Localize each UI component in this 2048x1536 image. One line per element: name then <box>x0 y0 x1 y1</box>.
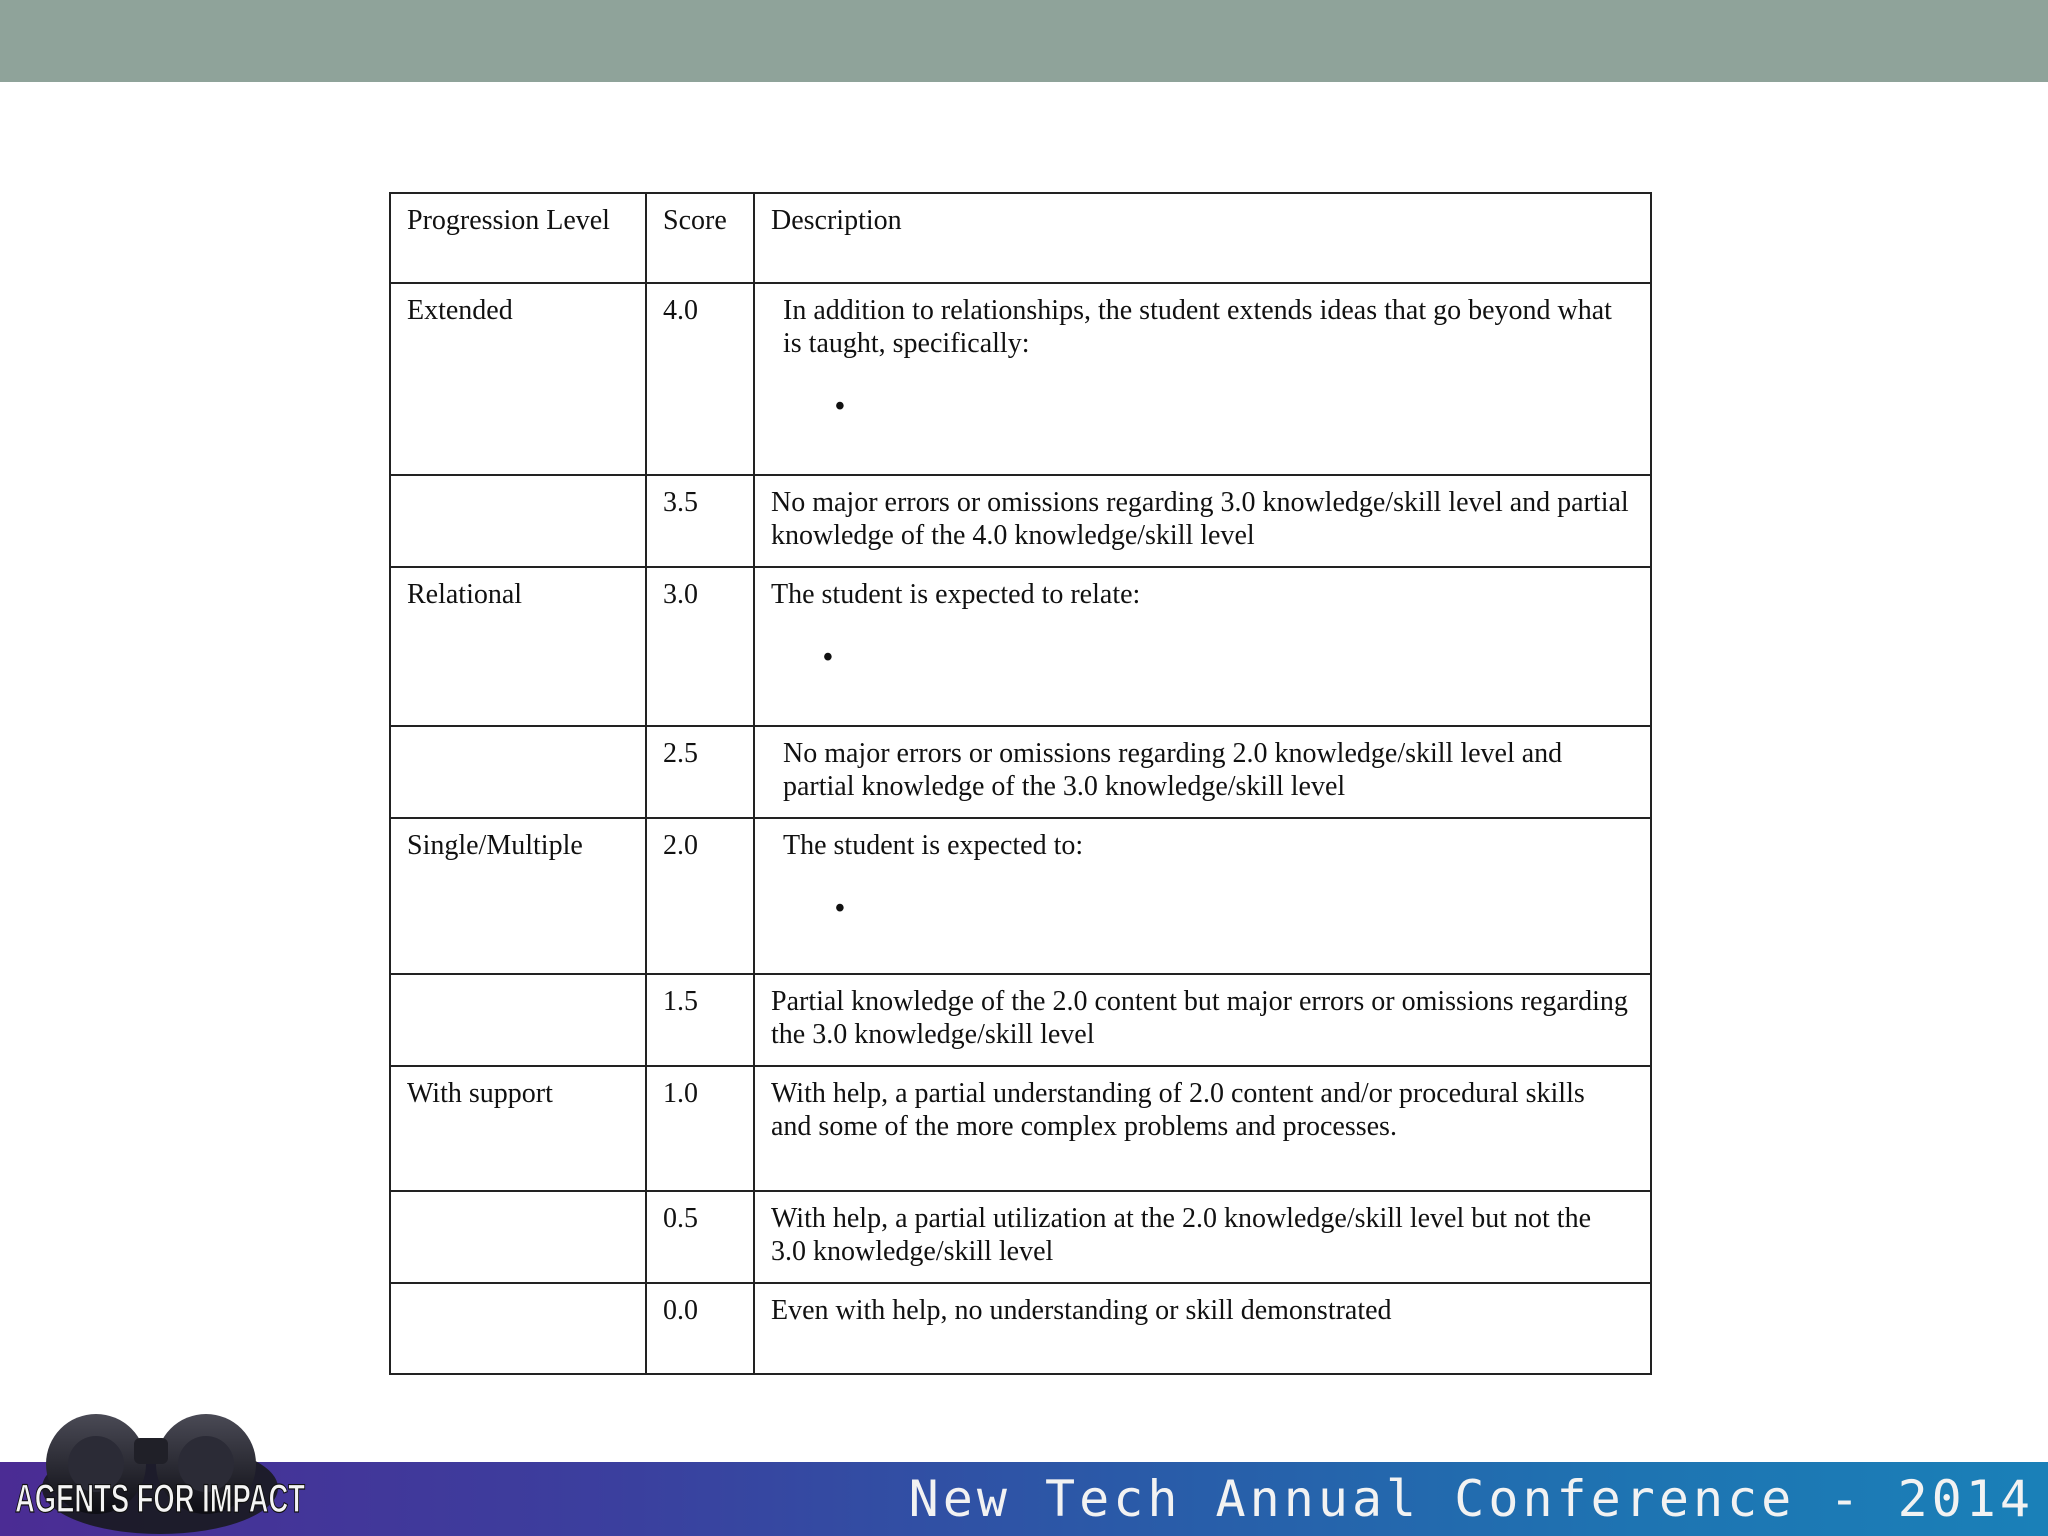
table-row <box>390 818 1651 974</box>
table-row <box>390 1066 1651 1191</box>
score-cell: 1.5 <box>646 974 754 1066</box>
score-cell: 3.5 <box>646 475 754 567</box>
level-cell <box>390 1283 646 1374</box>
score-cell: 1.0 <box>646 1066 754 1191</box>
table-row <box>390 1283 1651 1374</box>
description-text: The student is expected to: <box>783 830 1084 861</box>
description-cell: With help, a partial utilization at the 2.0 knowledge/skill level but not the 3.0 knowledge/skill level <box>754 1191 1651 1283</box>
score-cell: 0.5 <box>646 1191 754 1283</box>
description-text: In addition to relationships, the student extends ideas that go beyond what is taught, specifically: <box>783 295 1612 359</box>
table-row <box>390 567 1651 726</box>
level-cell <box>390 1191 646 1283</box>
header-score: Score <box>646 193 754 283</box>
header-progression-level: Progression Level <box>390 193 646 283</box>
table-row <box>390 1191 1651 1283</box>
description-cell: No major errors or omissions regarding 3.0 knowledge/skill level and partial knowledge of the 4.0 knowledge/skill level <box>754 475 1651 567</box>
level-cell <box>390 475 646 567</box>
header-description: Description <box>754 193 1651 283</box>
table-row <box>390 283 1651 475</box>
score-cell: 4.0 <box>646 283 754 475</box>
description-cell: With help, a partial understanding of 2.0 content and/or procedural skills and some of the more complex problems and processes. <box>754 1066 1651 1191</box>
score-cell: 3.0 <box>646 567 754 726</box>
level-cell <box>390 974 646 1066</box>
score-cell: 0.0 <box>646 1283 754 1374</box>
table-row <box>390 726 1651 818</box>
table-row <box>390 475 1651 567</box>
bullet-point: • <box>835 893 845 924</box>
description-cell <box>754 567 1651 726</box>
level-cell: Single/Multiple <box>390 818 646 974</box>
rubric-table <box>389 192 1652 1375</box>
level-cell: With support <box>390 1066 646 1191</box>
description-cell: No major errors or omissions regarding 2.0 knowledge/skill level and partial knowledge of the 3.0 knowledge/skill level <box>754 726 1651 818</box>
logo-text: AGENTS FOR IMPACT <box>15 1477 305 1521</box>
description-cell: Partial knowledge of the 2.0 content but major errors or omissions regarding the 3.0 knowledge/skill level <box>754 974 1651 1066</box>
level-cell: Extended <box>390 283 646 475</box>
level-cell: Relational <box>390 567 646 726</box>
description-cell: Even with help, no understanding or skill demonstrated <box>754 1283 1651 1374</box>
bullet-point: • <box>823 642 833 673</box>
table-header-row <box>390 193 1651 283</box>
score-cell: 2.0 <box>646 818 754 974</box>
conference-title: New Tech Annual Conference - 2014 <box>908 1470 2034 1528</box>
table-row <box>390 974 1651 1066</box>
top-banner <box>0 0 2048 82</box>
description-cell <box>754 818 1651 974</box>
bullet-point: • <box>835 391 845 422</box>
description-cell <box>754 283 1651 475</box>
level-cell <box>390 726 646 818</box>
agents-for-impact-logo <box>10 1404 310 1536</box>
score-cell: 2.5 <box>646 726 754 818</box>
description-text: The student is expected to relate: <box>771 579 1141 610</box>
